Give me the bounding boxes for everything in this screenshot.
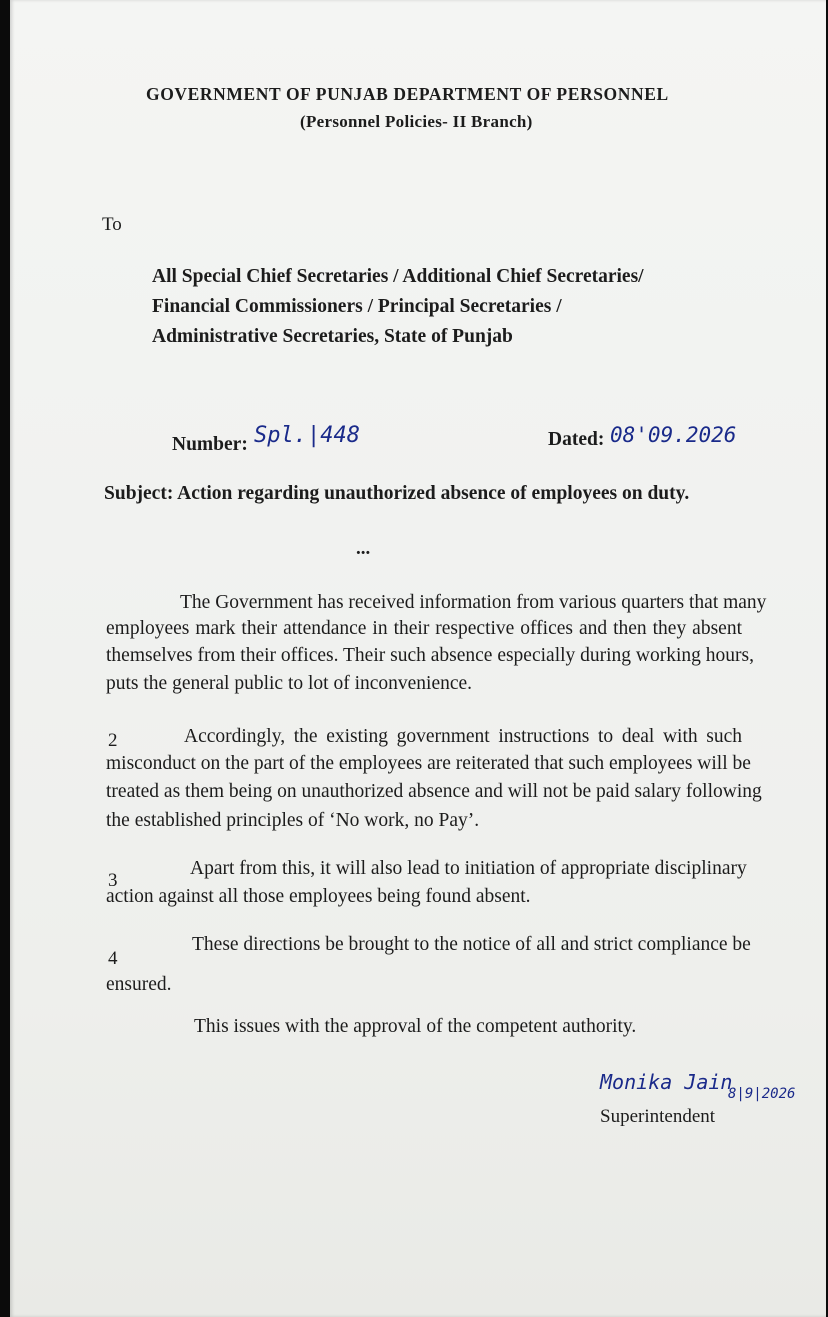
paragraph-2-line: the established principles of ‘No work, no Pay’. <box>106 810 480 831</box>
to-label: To <box>102 214 122 235</box>
designation: Superintendent <box>600 1106 716 1127</box>
paragraph-2-line: Accordingly, the existing government instructions to deal with such <box>184 726 742 747</box>
paragraph-1-line: employees mark their attendance in their respective offices and then they absent <box>106 618 742 639</box>
addressee-line: All Special Chief Secretaries / Additional Chief Secretaries/ <box>152 266 644 287</box>
handwritten-date: 08'09.2026 <box>610 423 737 447</box>
paragraph-2-line: treated as them being on unauthorized absence and will not be paid salary following <box>106 781 762 802</box>
paragraph-3-line: action against all those employees being found absent. <box>106 886 531 907</box>
paragraph-3-number: 3 <box>108 870 118 891</box>
separator-dots: ... <box>356 538 371 559</box>
dated-label: Dated: <box>548 429 605 450</box>
document-page <box>10 0 826 1317</box>
addressee-line: Administrative Secretaries, State of Punjab <box>152 326 513 347</box>
handwritten-signature: Monika Jain <box>600 1070 733 1094</box>
number-label: Number: <box>172 434 248 455</box>
closing-line: This issues with the approval of the competent authority. <box>194 1016 637 1037</box>
paragraph-4-line: These directions be brought to the notice of all and strict compliance be <box>192 934 751 955</box>
handwritten-signature-date: 8|9|2026 <box>728 1086 796 1102</box>
paragraph-4-number: 4 <box>108 948 118 969</box>
department-heading: GOVERNMENT OF PUNJAB DEPARTMENT OF PERSONNEL <box>146 84 669 104</box>
branch-heading: (Personnel Policies- II Branch) <box>300 112 533 131</box>
addressee-line: Financial Commissioners / Principal Secretaries / <box>152 296 562 317</box>
paragraph-1-line: themselves from their offices. Their such absence especially during working hours, <box>106 645 755 666</box>
paragraph-1-line: The Government has received information from various quarters that many <box>180 592 767 613</box>
paragraph-2-line: misconduct on the part of the employees are reiterated that such employees will be <box>106 753 751 774</box>
subject-line: Subject: Action regarding unauthorized absence of employees on duty. <box>104 483 690 504</box>
paragraph-4-line: ensured. <box>106 974 172 995</box>
handwritten-number: Spl.|448 <box>254 423 360 448</box>
paragraph-3-line: Apart from this, it will also lead to initiation of appropriate disciplinary <box>190 858 747 879</box>
paragraph-2-number: 2 <box>108 730 118 751</box>
paragraph-1-line: puts the general public to lot of inconvenience. <box>106 673 473 694</box>
